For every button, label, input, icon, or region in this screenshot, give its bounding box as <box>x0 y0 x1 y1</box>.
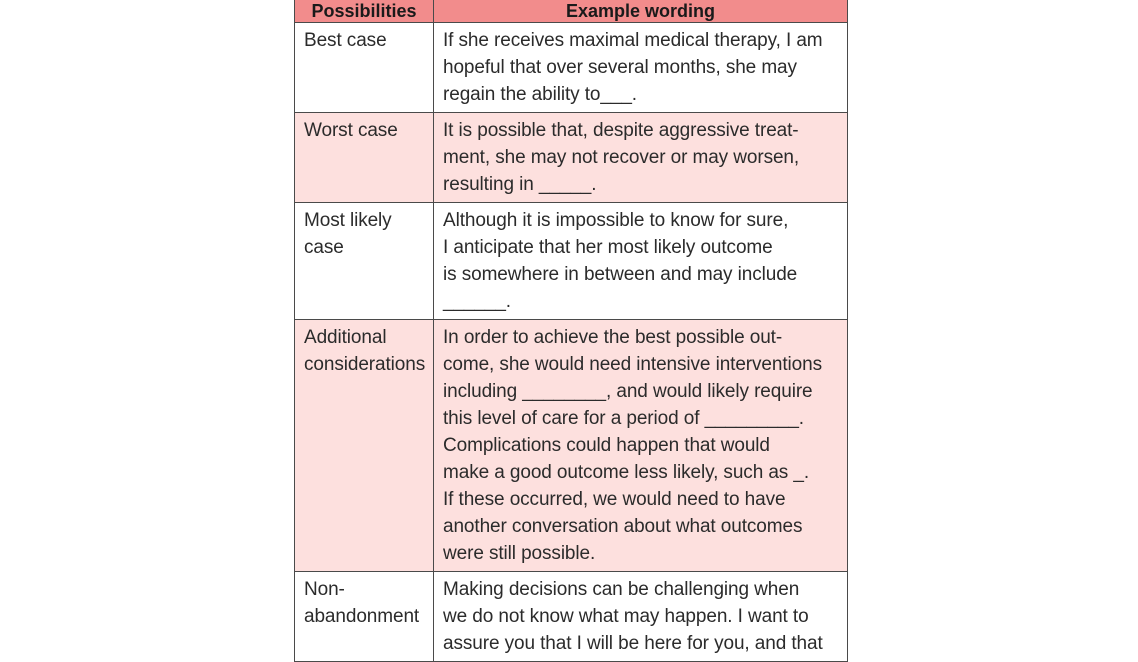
example-wording-cell <box>434 572 848 662</box>
example-wording-line: come, she would need intensive interventions <box>443 354 822 375</box>
example-wording-cell <box>434 203 848 320</box>
possibility-label-line: Worst case <box>304 120 398 141</box>
table-row-most-likely-case <box>295 203 848 320</box>
example-wording-line: It is possible that, despite aggressive treat- <box>443 120 799 141</box>
table-row-best-case <box>295 23 848 113</box>
possibility-label-cell <box>295 23 434 113</box>
example-wording-line: regain the ability to___. <box>443 84 637 105</box>
example-wording-line: resulting in _____. <box>443 174 597 195</box>
example-wording-line: ment, she may not recover or may worsen, <box>443 147 800 168</box>
possibility-label-cell <box>295 113 434 203</box>
example-wording-line: were still possible. <box>443 543 596 564</box>
example-wording-line: including ________, and would likely require <box>443 381 813 402</box>
example-wording-line: this level of care for a period of _________. <box>443 408 804 429</box>
table-row-worst-case <box>295 113 848 203</box>
table-header-row <box>295 0 848 23</box>
example-wording-line: I anticipate that her most likely outcome <box>443 237 773 258</box>
example-wording-line: Making decisions can be challenging when <box>443 579 800 600</box>
prognosis-table-container <box>294 0 847 662</box>
example-wording-cell <box>434 23 848 113</box>
possibility-label-cell <box>295 203 434 320</box>
possibility-label-line: case <box>304 237 344 258</box>
example-wording-line: If these occurred, we would need to have <box>443 489 786 510</box>
possibility-label-line: Most likely <box>304 210 392 231</box>
header-example-wording: Example wording <box>434 0 848 23</box>
example-wording-line: we do not know what may happen. I want to <box>443 606 809 627</box>
example-wording-cell <box>434 320 848 572</box>
example-wording-line: make a good outcome less likely, such as _. <box>443 462 810 483</box>
possibility-label-line: abandonment <box>304 606 420 627</box>
example-wording-cell <box>434 113 848 203</box>
example-wording-line: Complications could happen that would <box>443 435 770 456</box>
possibility-label-cell <box>295 320 434 572</box>
header-possibilities: Possibilities <box>295 0 434 23</box>
example-wording-line: hopeful that over several months, she may <box>443 57 797 78</box>
example-wording-line: Although it is impossible to know for sure, <box>443 210 789 231</box>
table-row-additional-considerations <box>295 320 848 572</box>
prognosis-communication-table <box>294 0 848 662</box>
example-wording-line: is somewhere in between and may include <box>443 264 798 285</box>
example-wording-line: another conversation about what outcomes <box>443 516 803 537</box>
example-wording-line: If she receives maximal medical therapy, I am <box>443 30 823 51</box>
example-wording-line: ______. <box>443 291 511 312</box>
table-row-non-abandonment <box>295 572 848 662</box>
example-wording-line: In order to achieve the best possible out- <box>443 327 783 348</box>
possibility-label-cell <box>295 572 434 662</box>
possibility-label-line: Additional <box>304 327 387 348</box>
possibility-label-line: considerations <box>304 354 426 375</box>
possibility-label-line: Best case <box>304 30 387 51</box>
example-wording-line: assure you that I will be here for you, and that <box>443 633 823 654</box>
possibility-label-line: Non- <box>304 579 345 600</box>
